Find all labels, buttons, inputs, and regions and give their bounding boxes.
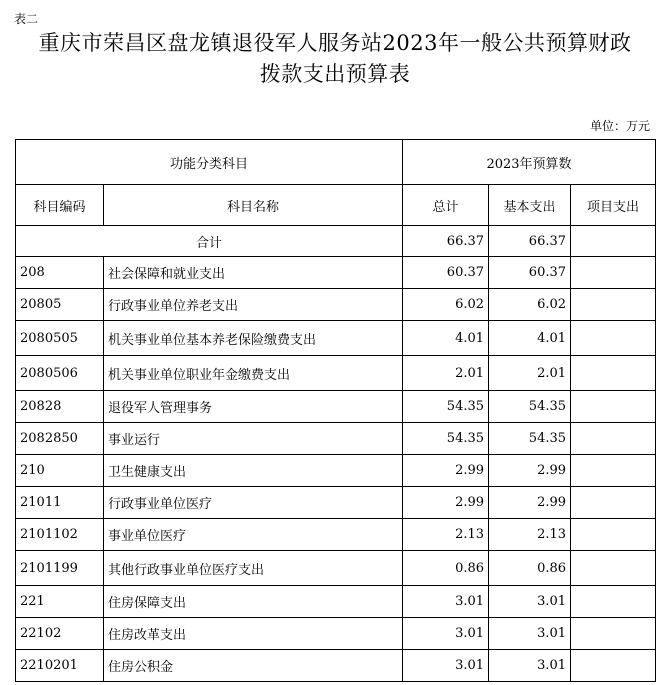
row-code: 2080506 <box>16 356 104 391</box>
row-project <box>571 519 656 551</box>
row-total: 2.01 <box>403 356 489 391</box>
total-label: 合计 <box>16 226 403 257</box>
row-project <box>571 551 656 586</box>
table-row <box>16 650 656 682</box>
column-header-name: 科目名称 <box>104 185 403 226</box>
row-project <box>571 455 656 487</box>
row-total: 3.01 <box>403 650 489 682</box>
row-code: 2101102 <box>16 519 104 551</box>
row-total: 54.35 <box>403 423 489 455</box>
title-line-1: 重庆市荣昌区盘龙镇退役军人服务站2023年一般公共预算财政 <box>38 31 632 55</box>
row-name: 事业运行 <box>104 423 403 455</box>
column-group-function: 功能分类科目 <box>16 140 403 185</box>
row-total: 2.99 <box>403 487 489 519</box>
row-project <box>571 650 656 682</box>
table-row <box>16 257 656 289</box>
table-row <box>16 321 656 356</box>
table-row <box>16 487 656 519</box>
row-total: 2.99 <box>403 455 489 487</box>
table-row <box>16 423 656 455</box>
row-name: 住房改革支出 <box>104 618 403 650</box>
row-project <box>571 586 656 618</box>
row-basic: 60.37 <box>489 257 571 289</box>
row-basic: 2.13 <box>489 519 571 551</box>
unit-label: 单位：万元 <box>589 119 650 133</box>
row-name: 社会保障和就业支出 <box>104 257 403 289</box>
row-basic: 2.99 <box>489 487 571 519</box>
title-line-2: 拨款支出预算表 <box>259 62 411 86</box>
table-number-label: 表二 <box>14 12 39 26</box>
row-code: 221 <box>16 586 104 618</box>
row-code: 2101199 <box>16 551 104 586</box>
column-header-code: 科目编码 <box>16 185 104 226</box>
row-code: 22102 <box>16 618 104 650</box>
column-header-total: 总计 <box>403 185 489 226</box>
row-basic: 3.01 <box>489 650 571 682</box>
row-total: 3.01 <box>403 586 489 618</box>
header-row-columns <box>16 185 656 226</box>
row-project <box>571 289 656 321</box>
row-basic: 54.35 <box>489 391 571 423</box>
column-header-project: 项目支出 <box>571 185 656 226</box>
row-name: 住房公积金 <box>104 650 403 682</box>
row-basic: 6.02 <box>489 289 571 321</box>
table-row <box>16 618 656 650</box>
row-name: 退役军人管理事务 <box>104 391 403 423</box>
row-code: 208 <box>16 257 104 289</box>
row-basic: 54.35 <box>489 423 571 455</box>
row-name: 行政事业单位医疗 <box>104 487 403 519</box>
row-basic: 3.01 <box>489 586 571 618</box>
row-code: 2082850 <box>16 423 104 455</box>
row-code: 210 <box>16 455 104 487</box>
column-group-budget: 2023年预算数 <box>403 140 656 185</box>
row-name: 其他行政事业单位医疗支出 <box>104 551 403 586</box>
row-code: 21011 <box>16 487 104 519</box>
budget-table <box>15 139 656 682</box>
total-total: 66.37 <box>403 226 489 257</box>
table-row <box>16 519 656 551</box>
table-row <box>16 356 656 391</box>
row-name: 机关事业单位基本养老保险缴费支出 <box>104 321 403 356</box>
table-row <box>16 551 656 586</box>
row-project <box>571 423 656 455</box>
row-project <box>571 487 656 519</box>
total-project <box>571 226 656 257</box>
row-name: 行政事业单位养老支出 <box>104 289 403 321</box>
row-project <box>571 356 656 391</box>
table-row <box>16 391 656 423</box>
table-row <box>16 455 656 487</box>
header-row-group <box>16 140 656 185</box>
row-code: 20805 <box>16 289 104 321</box>
column-header-basic: 基本支出 <box>489 185 571 226</box>
row-name: 事业单位医疗 <box>104 519 403 551</box>
row-name: 卫生健康支出 <box>104 455 403 487</box>
row-basic: 2.99 <box>489 455 571 487</box>
row-project <box>571 321 656 356</box>
row-total: 54.35 <box>403 391 489 423</box>
row-total: 60.37 <box>403 257 489 289</box>
row-name: 机关事业单位职业年金缴费支出 <box>104 356 403 391</box>
total-row <box>16 226 656 257</box>
row-basic: 0.86 <box>489 551 571 586</box>
row-project <box>571 391 656 423</box>
row-code: 2080505 <box>16 321 104 356</box>
row-basic: 3.01 <box>489 618 571 650</box>
row-project <box>571 257 656 289</box>
table-row <box>16 289 656 321</box>
row-total: 4.01 <box>403 321 489 356</box>
row-name: 住房保障支出 <box>104 586 403 618</box>
row-code: 2210201 <box>16 650 104 682</box>
row-total: 2.13 <box>403 519 489 551</box>
row-total: 0.86 <box>403 551 489 586</box>
total-basic: 66.37 <box>489 226 571 257</box>
row-basic: 4.01 <box>489 321 571 356</box>
row-total: 6.02 <box>403 289 489 321</box>
row-basic: 2.01 <box>489 356 571 391</box>
row-project <box>571 618 656 650</box>
row-total: 3.01 <box>403 618 489 650</box>
row-code: 20828 <box>16 391 104 423</box>
page-title <box>0 28 670 90</box>
table-row <box>16 586 656 618</box>
